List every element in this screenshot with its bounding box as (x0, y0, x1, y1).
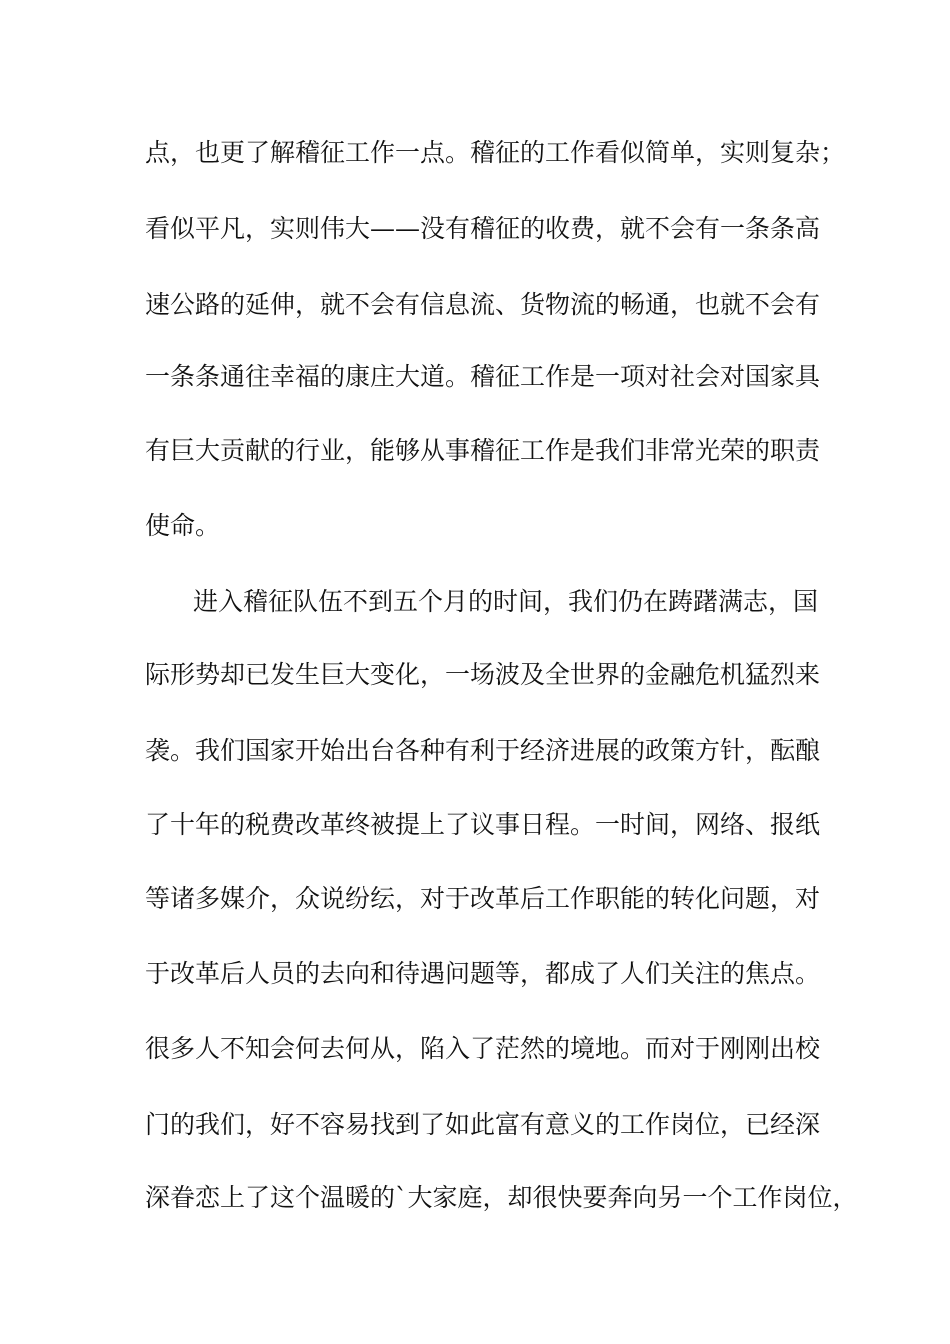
text-line: 一条条通往幸福的康庄大道。稽征工作是一项对社会对国家具 (145, 362, 821, 391)
text-line: 看似平凡，实则伟大——没有稽征的收费，就不会有一条条高 (145, 214, 821, 243)
text-line: 了十年的税费改革终被提上了议事日程。一时间，网络、报纸 (145, 810, 821, 839)
text-line: 速公路的延伸，就不会有信息流、货物流的畅通，也就不会有 (145, 290, 821, 319)
text-line: 很多人不知会何去何从，陷入了茫然的境地。而对于刚刚出校 (145, 1034, 821, 1063)
text-line: 等诸多媒介，众说纷纭，对于改革后工作职能的转化问题，对 (145, 884, 821, 913)
text-line: 有巨大贡献的行业，能够从事稽征工作是我们非常光荣的职责 (145, 436, 821, 465)
text-line: 使命。 (145, 511, 221, 540)
text-line: 深眷恋上了这个温暖的`大家庭，却很快要奔向另一个工作岗位， (145, 1183, 858, 1212)
text-line: 于改革后人员的去向和待遇问题等，都成了人们关注的焦点。 (145, 959, 821, 988)
text-line: 进入稽征队伍不到五个月的时间，我们仍在踌躇满志，国 (193, 587, 819, 616)
text-line: 袭。我们国家开始出台各种有利于经济进展的政策方针，酝酿 (145, 736, 821, 765)
text-line: 门的我们，好不容易找到了如此富有意义的工作岗位，已经深 (145, 1110, 821, 1139)
text-line: 际形势却已发生巨大变化，一场波及全世界的金融危机猛烈来 (145, 660, 821, 689)
text-line: 点，也更了解稽征工作一点。稽征的工作看似简单，实则复杂； (145, 138, 846, 167)
